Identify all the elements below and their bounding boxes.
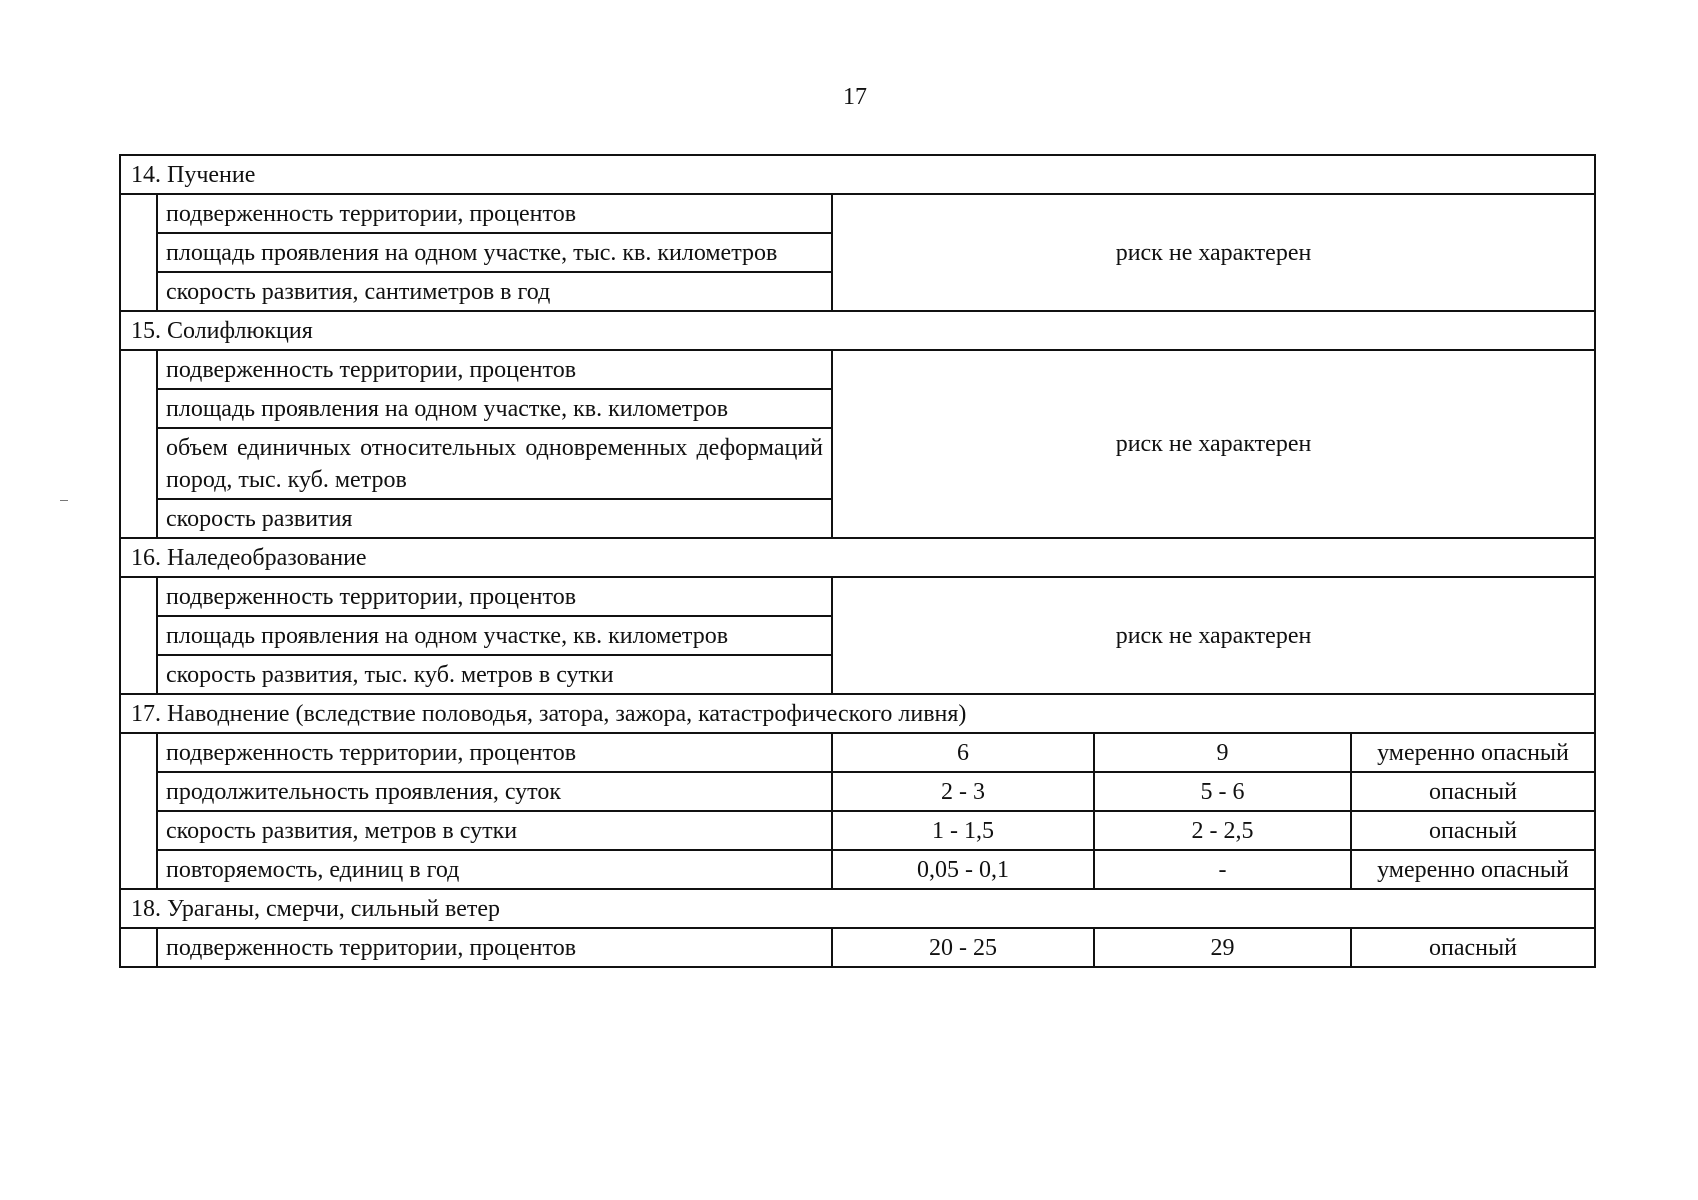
merged-value-cell: риск не характерен [832,194,1595,311]
section-header-row [120,889,1595,928]
indent-cell [120,928,157,967]
margin-mark [60,500,68,501]
category-cell: умеренно опасный [1351,850,1595,889]
indent-cell [120,350,157,538]
parameter-cell: площадь проявления на одном участке, тыс. кв. километров [157,233,832,272]
section-header-row [120,694,1595,733]
parameter-cell: продолжительность проявления, суток [157,772,832,811]
parameter-cell: подверженность территории, процентов [157,733,832,772]
section-title: 18. Ураганы, смерчи, сильный ветер [120,889,1595,928]
value-cell-1: 6 [832,733,1094,772]
section-title: 14. Пучение [120,155,1595,194]
table-row [120,194,1595,233]
parameter-cell: скорость развития, сантиметров в год [157,272,832,311]
section-title: 15. Солифлюкция [120,311,1595,350]
table-row [120,850,1595,889]
table-row [120,733,1595,772]
parameter-cell: скорость развития, тыс. куб. метров в сутки [157,655,832,694]
merged-value-cell: риск не характерен [832,577,1595,694]
page-number: 17 [843,84,867,110]
value-cell-1: 20 - 25 [832,928,1094,967]
parameter-cell: скорость развития [157,499,832,538]
value-cell-2: - [1094,850,1351,889]
table-row [120,772,1595,811]
category-cell: умеренно опасный [1351,733,1595,772]
parameter-cell: подверженность территории, процентов [157,194,832,233]
parameter-cell: площадь проявления на одном участке, кв. километров [157,389,832,428]
table-row [120,928,1595,967]
parameter-cell: подверженность территории, процентов [157,350,832,389]
section-header-row [120,538,1595,577]
section-header-row [120,311,1595,350]
table-row [120,350,1595,389]
indent-cell [120,194,157,311]
value-cell-2: 5 - 6 [1094,772,1351,811]
parameter-cell: площадь проявления на одном участке, кв. километров [157,616,832,655]
parameter-cell: подверженность территории, процентов [157,577,832,616]
parameter-cell: подверженность территории, процентов [157,928,832,967]
category-cell: опасный [1351,811,1595,850]
table-row [120,811,1595,850]
value-cell-1: 0,05 - 0,1 [832,850,1094,889]
hazard-table [119,154,1596,968]
parameter-cell: объем единичных относительных одновременных деформаций пород, тыс. куб. метров [157,428,832,499]
indent-cell [120,733,157,889]
indent-cell [120,577,157,694]
value-cell-1: 1 - 1,5 [832,811,1094,850]
category-cell: опасный [1351,772,1595,811]
value-cell-1: 2 - 3 [832,772,1094,811]
parameter-cell: скорость развития, метров в сутки [157,811,832,850]
value-cell-2: 2 - 2,5 [1094,811,1351,850]
merged-value-cell: риск не характерен [832,350,1595,538]
value-cell-2: 9 [1094,733,1351,772]
parameter-cell: повторяемость, единиц в год [157,850,832,889]
category-cell: опасный [1351,928,1595,967]
table-row [120,577,1595,616]
value-cell-2: 29 [1094,928,1351,967]
section-title: 16. Наледеобразование [120,538,1595,577]
section-title: 17. Наводнение (вследствие половодья, затора, зажора, катастрофического ливня) [120,694,1595,733]
section-header-row [120,155,1595,194]
